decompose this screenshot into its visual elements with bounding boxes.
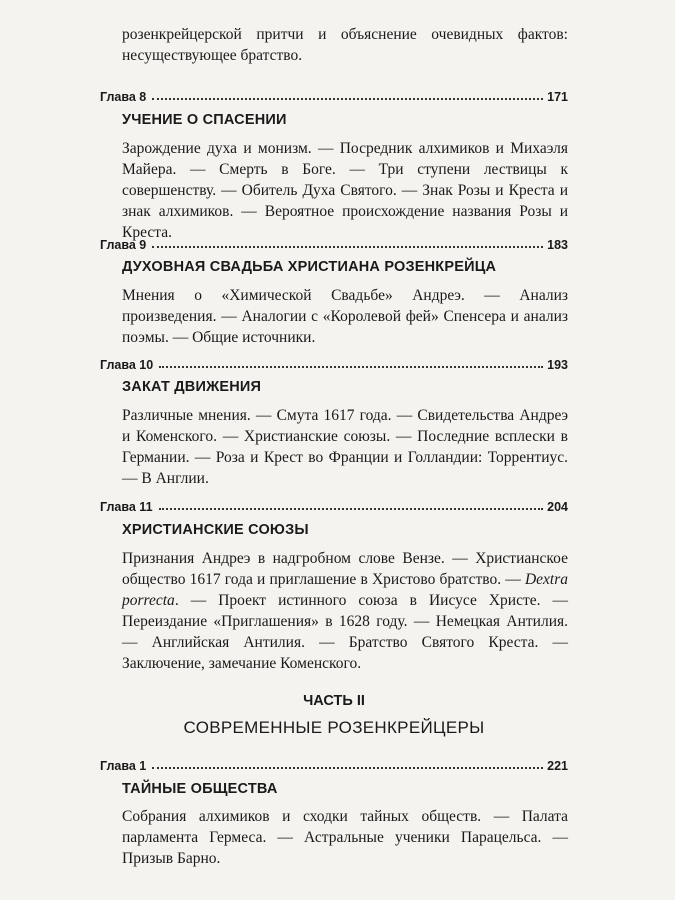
chapter-title: ТАЙНЫЕ ОБЩЕСТВА: [122, 781, 278, 797]
toc-entry-chapter-10: [100, 352, 568, 372]
chapter-title: ХРИСТИАНСКИЕ СОЮЗЫ: [122, 522, 309, 538]
chapter-title: УЧЕНИЕ О СПАСЕНИИ: [122, 112, 287, 128]
page-number: 193: [547, 358, 568, 372]
description-text: . — Проект истинного союза в Иисусе Христе. — Переиздание «Приглашения» в 1628 году. — Немецкая Антилия. — Английская Антилия. — Братство Святого Креста. — Заключение, замечание Коменского.: [122, 592, 568, 672]
toc-entry-chapter-11: [100, 494, 568, 514]
dot-leader: [152, 767, 543, 769]
chapter-label: Глава 8: [100, 90, 147, 104]
dot-leader: [152, 98, 543, 100]
chapter-label: Глава 9: [100, 238, 147, 252]
dot-leader: [159, 366, 543, 368]
description-text: Признания Андреэ в надгробном слове Вензе. — Христианское общество 1617 года и приглашение в Христово братство. —: [122, 550, 568, 588]
latin-phrase: Dextra porrecta: [122, 571, 568, 609]
toc-entry-part2-chapter-1: [100, 753, 568, 773]
intro-paragraph: розенкрейцерской притчи и объяснение очевидных фактов: несуществующее братство.: [122, 26, 568, 64]
page-number: 183: [547, 238, 568, 252]
toc-entry-chapter-9: [100, 232, 568, 252]
chapter-description: [122, 548, 568, 674]
chapter-description: Мнения о «Химической Свадьбе» Андреэ. — Анализ произведения. — Аналогии с «Королевой фей» Спенсера и анализ поэмы. — Общие источники.: [122, 287, 568, 346]
chapter-description: Различные мнения. — Смута 1617 года. — Свидетельства Андреэ и Коменского. — Христианские союзы. — Последние всплески в Германии. — Роза и Крест во Франции и Голландии: Торрентиус. — В Англии.: [122, 407, 568, 487]
part-subtitle: СОВРЕМЕННЫЕ РОЗЕНКРЕЙЦЕРЫ: [183, 718, 485, 737]
dot-leader: [159, 508, 544, 510]
chapter-description: Зарождение духа и монизм. — Посредник алхимиков и Михаэля Майера. — Смерть в Боге. — Три ступени лествицы к совершенству. — Обитель Духа Святого. — Знак Розы и Креста и знак алхимиков. — Вероятное происхождение названия Розы и Креста.: [122, 140, 568, 241]
chapter-title: ЗАКАТ ДВИЖЕНИЯ: [122, 379, 262, 395]
dot-leader: [152, 246, 543, 248]
page-number: 204: [547, 500, 568, 514]
page-number: 221: [547, 759, 568, 773]
toc-entry-chapter-8: [100, 84, 568, 104]
chapter-label: Глава 10: [100, 358, 154, 372]
chapter-title: ДУХОВНАЯ СВАДЬБА ХРИСТИАНА РОЗЕНКРЕЙЦА: [122, 259, 497, 275]
chapter-label: Глава 11: [100, 500, 153, 514]
page-number: 171: [547, 90, 568, 104]
chapter-label: Глава 1: [100, 759, 147, 773]
part-title: ЧАСТЬ II: [303, 693, 365, 709]
chapter-description: Собрания алхимиков и сходки тайных обществ. — Палата парламента Гермеса. — Астральные ученики Парацельса. — Призыв Барно.: [122, 808, 568, 867]
